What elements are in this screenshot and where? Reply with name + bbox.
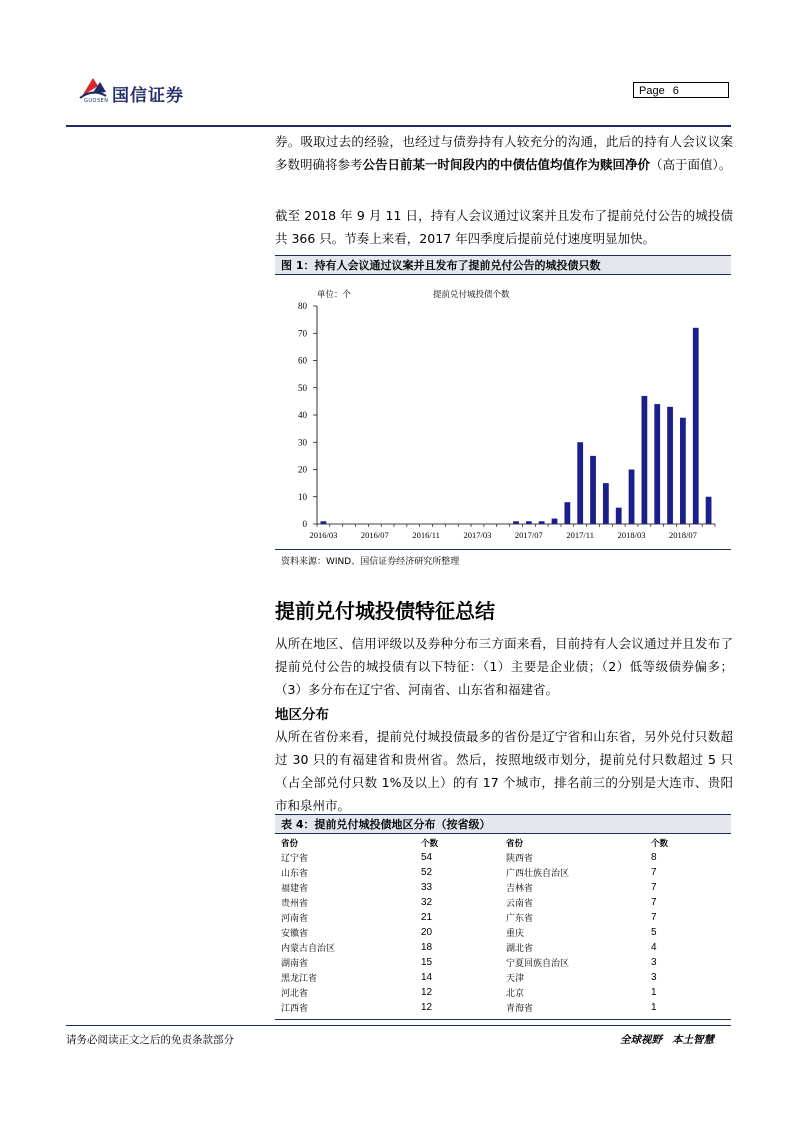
paragraph-4: 从所在省份来看，提前兑付城投债最多的省份是辽宁省和山东省，另外兑付只数超过 30 只的有福建省和贵州省。然后，按照地级市划分，提前兑付只数超过 5 只（占全部兑付只数 1%及以上）的有 17 个城市，排名前三的分别是大连市、贵阳市和泉州市。 (275, 729, 733, 813)
count-cell: 18 (421, 942, 433, 953)
table-row (281, 940, 731, 955)
figure-source: 资料来源：WIND、国信证券经济研究所整理 (281, 557, 460, 567)
province-cell: 辽宁省 (281, 854, 309, 864)
bar-2017/08 (539, 521, 545, 524)
y-tick-label: 10 (298, 491, 307, 502)
province-cell: 广西壮族自治区 (506, 869, 570, 879)
source-rule (275, 549, 731, 550)
table-row (281, 880, 731, 895)
y-tick-label: 80 (298, 301, 307, 311)
province-cell: 吉林省 (506, 884, 534, 894)
count-cell: 3 (651, 972, 657, 983)
bar-2018/03 (629, 470, 635, 525)
bar-2017/11 (577, 442, 583, 524)
table-header-row (281, 836, 731, 850)
x-tick-label: 2017/03 (463, 530, 492, 540)
paragraph-2: 截至 2018 年 9 月 11 日，持有人会议通过议案并且发布了提前兑付公告的城投债共 366 只。节奏上来看，2017 年四季度后提前兑付速度明显加快。 (275, 208, 733, 246)
count-cell: 32 (421, 897, 433, 908)
province-cell: 河北省 (281, 989, 309, 999)
table-row (281, 985, 731, 1000)
province-cell: 福建省 (281, 884, 309, 894)
province-cell: 重庆 (506, 929, 525, 939)
table-row (281, 850, 731, 865)
province-cell: 云南省 (506, 899, 534, 909)
province-cell: 湖南省 (281, 959, 309, 969)
count-cell: 1 (651, 987, 657, 998)
province-cell: 内蒙古自治区 (281, 944, 336, 954)
province-cell: 广东省 (506, 914, 534, 924)
table-row (281, 970, 731, 985)
bar-2017/12 (590, 456, 596, 524)
bar-2018/05 (654, 404, 660, 524)
province-cell: 河南省 (281, 914, 309, 924)
company-logo (78, 74, 208, 106)
x-tick-label: 2017/11 (566, 530, 594, 540)
count-cell: 7 (651, 912, 657, 923)
count-cell: 8 (651, 852, 657, 863)
footer-slogan (620, 1032, 714, 1047)
count-cell: 21 (421, 912, 433, 923)
bar-2018/09 (706, 497, 712, 524)
p1-text-a: 券。吸取过去的经验，也经过与债券持有人较充分的沟通，此后的持有人会议议案多数明确将参考 (275, 134, 733, 172)
p1-text-b: （高于面值）。 (650, 157, 732, 172)
bar-2018/04 (641, 396, 647, 524)
x-tick-label: 2016/07 (360, 530, 389, 540)
count-cell: 14 (421, 972, 433, 983)
table-row (281, 955, 731, 970)
bar-2017/07 (526, 521, 532, 524)
table-row (281, 925, 731, 940)
count-cell: 54 (421, 852, 433, 863)
province-cell: 贵州省 (281, 899, 309, 909)
header-province-2: 省份 (506, 839, 524, 849)
p1-text-bold: 公告日前某一时间段内的中债估值均值作为赎回净价 (362, 157, 651, 172)
section-title: 提前兑付城投债特征总结 (275, 599, 495, 623)
bar-2018/07 (680, 418, 686, 524)
table-bottom-rule (275, 1019, 731, 1020)
table-title: 表 4：提前兑付城投债地区分布（按省级） (275, 814, 731, 834)
footer-disclaimer: 请务必阅读正文之后的免责条款部分 (66, 1034, 234, 1046)
page-label: Page (639, 85, 665, 97)
bar-2018/02 (616, 508, 622, 524)
paragraph-3: 从所在地区、信用评级以及券种分布三方面来看，目前持有人会议通过并且发布了提前兑付公告的城投债有以下特征：（1）主要是企业债；（2）低等级债券偏多；（3）多分布在辽宁省、河南省、山东省和福建省。 (275, 636, 733, 697)
figure-title: 图 1：持有人会议通过议案并且发布了提前兑付公告的城投债只数 (275, 255, 731, 275)
y-tick-label: 50 (298, 382, 307, 393)
table-row (281, 910, 731, 925)
province-cell: 宁夏回族自治区 (506, 959, 570, 969)
bar-2017/10 (564, 502, 570, 524)
count-cell: 52 (421, 867, 433, 878)
logo-subtext: GUOSEN (84, 98, 109, 104)
bar-2016/03 (321, 521, 327, 524)
footer-rule (66, 1025, 731, 1026)
count-cell: 5 (651, 927, 657, 938)
table-row (281, 1000, 731, 1015)
count-cell: 3 (651, 957, 657, 968)
header-count-1: 个数 (421, 839, 439, 849)
count-cell: 1 (651, 1002, 657, 1013)
footer-slogan-2: 本土智慧 (672, 1034, 714, 1046)
x-tick-label: 2018/03 (617, 530, 646, 540)
province-cell: 安徽省 (281, 929, 309, 939)
x-tick-label: 2016/11 (412, 530, 440, 540)
count-cell: 7 (651, 867, 657, 878)
bar-2017/09 (552, 519, 558, 524)
bar-2018/01 (603, 483, 609, 524)
bar-2018/06 (667, 407, 673, 524)
count-cell: 7 (651, 882, 657, 893)
count-cell: 33 (421, 882, 433, 893)
header-rule (66, 125, 731, 127)
province-cell: 黑龙江省 (281, 974, 318, 984)
y-tick-label: 70 (298, 328, 307, 339)
province-cell: 北京 (506, 989, 525, 999)
bar-2018/08 (693, 328, 699, 524)
footer-slogan-1: 全球视野 (620, 1034, 662, 1046)
count-cell: 20 (421, 927, 433, 938)
page-indicator (633, 82, 729, 98)
chart-unit-label: 单位：个 (317, 290, 352, 300)
chart-legend-label: 提前兑付城投债个数 (433, 290, 510, 300)
count-cell: 15 (421, 957, 433, 968)
y-tick-label: 40 (298, 410, 307, 420)
province-cell: 天津 (506, 974, 525, 984)
y-tick-label: 0 (302, 519, 307, 529)
header-province-1: 省份 (281, 839, 299, 849)
logo-text: 国信证券 (112, 86, 184, 106)
count-cell: 12 (421, 1002, 433, 1013)
province-cell: 湖北省 (506, 944, 534, 954)
x-tick-label: 2018/07 (668, 530, 697, 540)
count-cell: 12 (421, 987, 433, 998)
y-tick-label: 30 (298, 437, 307, 448)
province-table (281, 836, 731, 1015)
x-tick-label: 2016/03 (309, 530, 338, 540)
province-cell: 陕西省 (506, 854, 534, 864)
table-row (281, 895, 731, 910)
table-row (281, 865, 731, 880)
y-tick-label: 60 (298, 355, 307, 366)
paragraph-1 (275, 130, 733, 176)
province-cell: 青海省 (506, 1004, 534, 1014)
bar-2017/06 (513, 521, 519, 524)
x-tick-label: 2017/07 (514, 530, 543, 540)
bar-chart (275, 278, 731, 548)
count-cell: 7 (651, 897, 657, 908)
count-cell: 4 (651, 942, 657, 953)
province-cell: 江西省 (281, 1004, 309, 1014)
page-number: 6 (672, 85, 679, 97)
y-tick-label: 20 (298, 464, 307, 475)
province-cell: 山东省 (281, 869, 309, 879)
header-count-2: 个数 (651, 839, 669, 849)
subsection-title: 地区分布 (275, 707, 329, 723)
